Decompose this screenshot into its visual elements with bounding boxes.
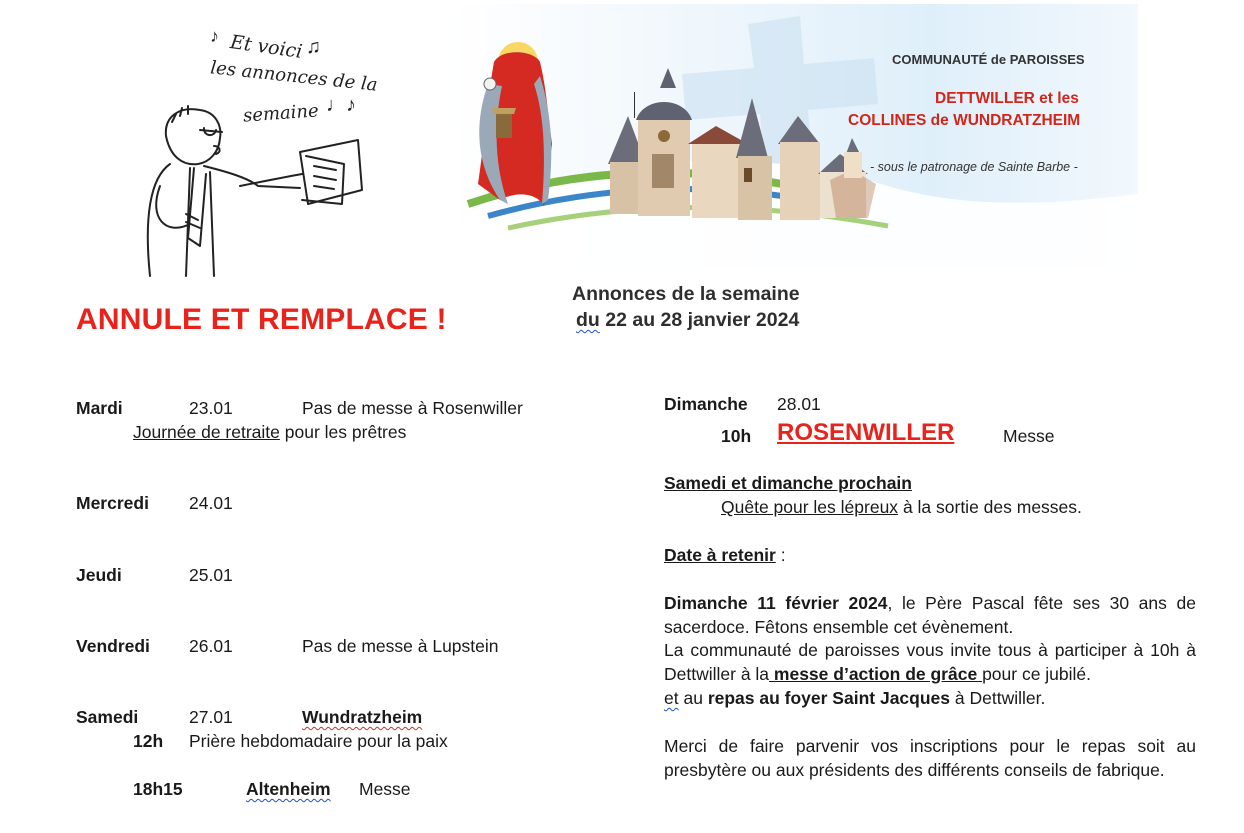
parish-banner [448, 4, 1138, 268]
text-samedi-2: Messe [359, 779, 411, 799]
jubile-text-3: pour ce jubilé. [982, 664, 1092, 685]
banner-line-1: COMMUNAUTÉ de PAROISSES [892, 52, 1085, 67]
date-dimanche: 28.01 [777, 394, 821, 414]
banner-line-2: DETTWILLER et les [935, 90, 1079, 107]
place-dimanche: ROSENWILLER [777, 419, 955, 446]
jubile-et: et [664, 687, 679, 708]
prochain-sub [721, 497, 1082, 518]
prochain-sub-rest: à la sortie des messes. [902, 497, 1082, 517]
date-mardi: 23.01 [189, 398, 233, 418]
date-jeudi: 25.01 [189, 565, 233, 585]
jubile-text-2: La communauté de paroisses vous invite tous à participer à 10h à Dettwiller à la [664, 640, 1196, 685]
day-mardi: Mardi [76, 398, 123, 418]
inscriptions-paragraph: Merci de faire parvenir vos inscriptions pour le repas soit au presbytère ou aux présidents des différents conseils de fabrique. [664, 736, 1196, 780]
time-dimanche: 10h [721, 426, 752, 446]
subtitle-dates: 22 au 28 janvier 2024 [605, 309, 800, 331]
time-samedi-1: 12h [133, 731, 164, 751]
day-mercredi: Mercredi [76, 493, 149, 513]
text-cursor [634, 92, 635, 118]
day-dimanche: Dimanche [664, 394, 748, 414]
sub-mardi [133, 422, 406, 443]
singer-illustration [130, 18, 380, 280]
music-note-icon: ♪ [210, 26, 219, 46]
music-note-icon: ♩♪ [326, 94, 356, 116]
prochain-sub-underlined: Quête pour les lépreux [721, 497, 899, 517]
subtitle-du: du [576, 309, 600, 331]
time-samedi-2: 18h15 [133, 779, 183, 799]
day-vendredi: Vendredi [76, 636, 150, 656]
jubile-text-5: à Dettwiller. [950, 687, 1046, 708]
text-samedi-1: Prière hebdomadaire pour la paix [189, 731, 448, 751]
banner-line-4: - sous le patronage de Sainte Barbe - [870, 160, 1078, 174]
retenir-title: Date à retenir [664, 545, 776, 565]
annule-et-remplace-title: ANNULE ET REMPLACE ! [76, 303, 447, 336]
place-samedi: Wundratzheim [302, 707, 423, 727]
date-mercredi: 24.01 [189, 493, 233, 513]
sub-mardi-underlined: Journée de retraite [133, 422, 280, 442]
jubile-paragraph [664, 592, 1196, 711]
caption-line-3: semaine [242, 100, 320, 127]
jubile-messe: messe d’action de grâce [769, 664, 983, 685]
retenir-heading [664, 545, 786, 566]
music-note-icon: ♫ [306, 36, 321, 58]
jubile-date: Dimanche 11 février 2024 [664, 593, 888, 613]
prochain-title: Samedi et dimanche prochain [664, 473, 912, 493]
text-vendredi: Pas de messe à Lupstein [302, 636, 499, 656]
jubile-repas: repas au foyer Saint Jacques [707, 687, 951, 708]
jubile-text-4: au [678, 687, 708, 708]
day-jeudi: Jeudi [76, 565, 122, 585]
retenir-colon: : [775, 545, 786, 565]
caption-line-1: Et voici [228, 31, 304, 63]
text-mardi: Pas de messe à Rosenwiller [302, 398, 523, 418]
saint-barbe-figure [478, 42, 552, 206]
sub-mardi-rest: pour les prêtres [284, 422, 407, 442]
page-subtitle [576, 309, 799, 332]
day-samedi: Samedi [76, 707, 139, 727]
place-samedi-2: Altenheim [246, 779, 331, 799]
date-samedi: 27.01 [189, 707, 233, 727]
date-vendredi: 26.01 [189, 636, 233, 656]
caption-line-2: les annonces de la [209, 57, 379, 96]
text-dimanche: Messe [1003, 426, 1055, 446]
banner-line-3: COLLINES de WUNDRATZHEIM [848, 112, 1081, 129]
page-title: Annonces de la semaine [572, 283, 800, 305]
jubile-text-1: , le Père Pascal fête ses 30 ans de sacerdoce. Fêtons ensemble cet évènement. [664, 593, 1196, 637]
